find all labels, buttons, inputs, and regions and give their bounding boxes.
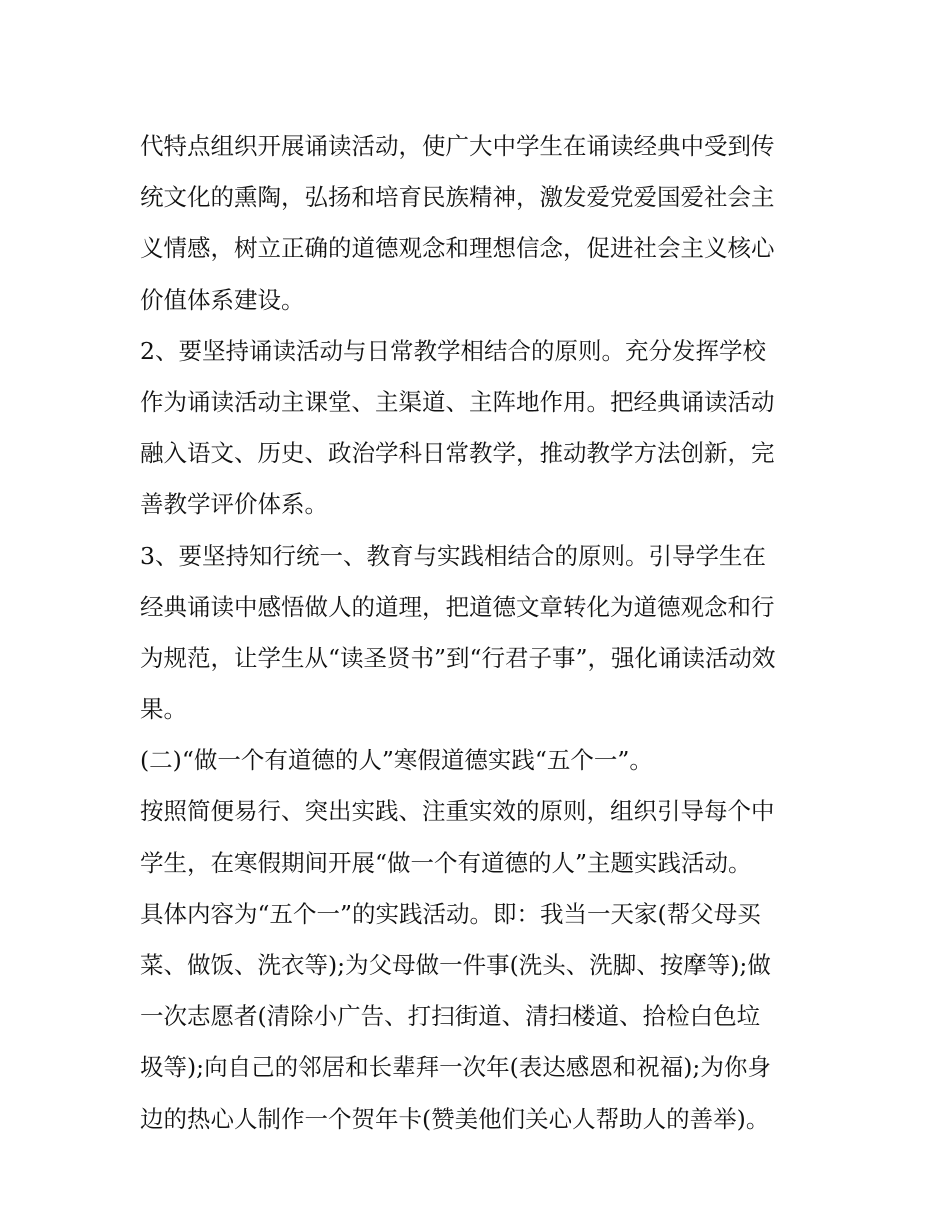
text-line: 按照简便易行、突出实践、注重实效的原则，组织引导每个中 <box>140 797 775 826</box>
text-line: 代特点组织开展诵读活动，使广大中学生在诵读经典中受到传 <box>140 132 775 160</box>
text-line: 价值体系建设。 <box>140 285 305 314</box>
text-line: 一次志愿者(清除小广告、打扫街道、清扫楼道、拾检白色垃 <box>140 1002 761 1031</box>
text-line: 具体内容为“五个一”的实践活动。即：我当一天家(帮父母买 <box>140 899 761 928</box>
text-line: 融入语文、历史、政治学科日常教学，推动教学方法创新，完 <box>140 439 775 468</box>
text-line: 作为诵读活动主课堂、主渠道、主阵地作用。把经典诵读活动 <box>140 387 775 416</box>
text-line: 为规范，让学生从“读圣贤书”到“行君子事”，强化诵读活动效 <box>140 643 776 672</box>
text-line: 3、要坚持知行统一、教育与实践相结合的原则。引导学生在 <box>140 541 766 570</box>
text-line: 义情感，树立正确的道德观念和理想信念，促进社会主义核心 <box>140 234 775 263</box>
text-line: 果。 <box>140 695 187 724</box>
text-line: 经典诵读中感悟做人的道理，把道德文章转化为道德观念和行 <box>140 592 775 621</box>
text-line: 学生，在寒假期间开展“做一个有道德的人”主题实践活动。 <box>140 848 752 877</box>
text-line: (二)“做一个有道德的人”寒假道德实践“五个一”。 <box>140 746 653 775</box>
text-line: 统文化的熏陶，弘扬和培育民族精神，激发爱党爱国爱社会主 <box>140 183 775 212</box>
text-line: 善教学评价体系。 <box>140 490 328 519</box>
text-line: 菜、做饭、洗衣等);为父母做一件事(洗头、洗脚、按摩等);做 <box>140 951 771 979</box>
text-line: 2、要坚持诵读活动与日常教学相结合的原则。充分发挥学校 <box>140 336 766 365</box>
text-line: 圾等);向自己的邻居和长辈拜一次年(表达感恩和祝福);为你身 <box>140 1053 771 1082</box>
document-body <box>140 121 820 1145</box>
text-line: 边的热心人制作一个贺年卡(赞美他们关心人帮助人的善举)。 <box>140 1104 770 1133</box>
